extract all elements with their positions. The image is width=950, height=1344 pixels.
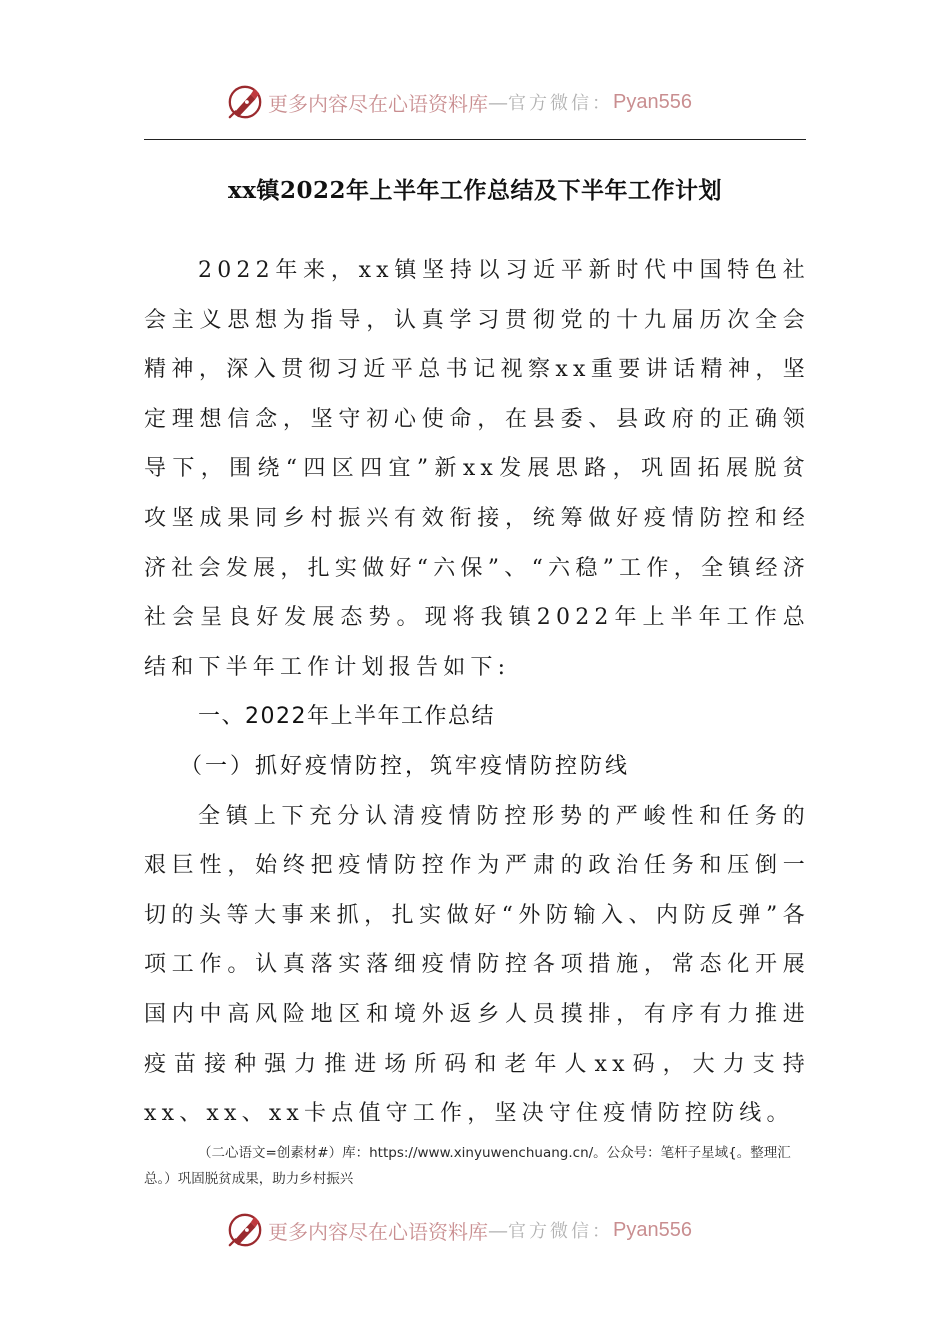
banner-library-text: 更多内容尽在心语资料库 [268, 1219, 488, 1244]
banner-wechat-label: 官方微信： [508, 93, 613, 114]
banner-wechat-label: 官方微信： [508, 1221, 613, 1242]
banner-dash: — [488, 1218, 508, 1242]
pen-nib-logo-icon [226, 83, 264, 121]
subsection-heading: （一）抓好疫情防控，筑牢疫情防控防线 [180, 753, 631, 779]
document-body [144, 246, 810, 1139]
subsection-paragraph: 全镇上下充分认清疫情防控形势的严峻性和任务的艰巨性，始终把疫情防控作为严肃的政治任务和压倒一切的头等大事来抓，扎实做好“外防输入、内防反弹”各项工作。认真落实落细疫情防控各项措施，常态化开展国内中高风险地区和境外返乡人员摸排，有序有力推进疫苗接种强力推进场所码和老年人xx码，大力支持xx、xx、xx卡点值守工作，坚决守住疫情防控防线。 [144, 803, 810, 1127]
footnote-text: （二心语文=创素材#）库：https://www.xinyuwenchuang.cn/。公众号：笔杆子星域{。整理汇总。）巩固脱贫成果，助力乡村振兴 [144, 1145, 791, 1187]
banner-wechat-id: Pyan556 [613, 1218, 692, 1241]
section-heading: 一、2022年上半年工作总结 [198, 704, 495, 730]
pen-nib-logo-icon [226, 1211, 264, 1249]
document-title: xx镇2022年上半年工作总结及下半年工作计划 [228, 177, 722, 204]
banner-dash: — [488, 90, 508, 114]
intro-paragraph: 2022年来，xx镇坚持以习近平新时代中国特色社会主义思想为指导，认真学习贯彻党的十九届历次全会精神，深入贯彻习近平总书记视察xx重要讲话精神，坚定理想信念，坚守初心使命，在县委、县政府的正确领导下，围绕“四区四宜”新xx发展思路，巩固拓展脱贫攻坚成果同乡村振兴有效衔接，统筹做好疫情防控和经济社会发展，扎实做好“六保”、“六稳”工作，全镇经济社会呈良好发展态势。现将我镇2022年上半年工作总结和下半年工作计划报告如下: [144, 258, 810, 680]
banner-library-text: 更多内容尽在心语资料库 [268, 91, 488, 116]
banner-wechat-id: Pyan556 [613, 90, 692, 113]
header-rule [144, 139, 806, 140]
header-banner [226, 80, 692, 124]
footer-banner [226, 1208, 692, 1252]
